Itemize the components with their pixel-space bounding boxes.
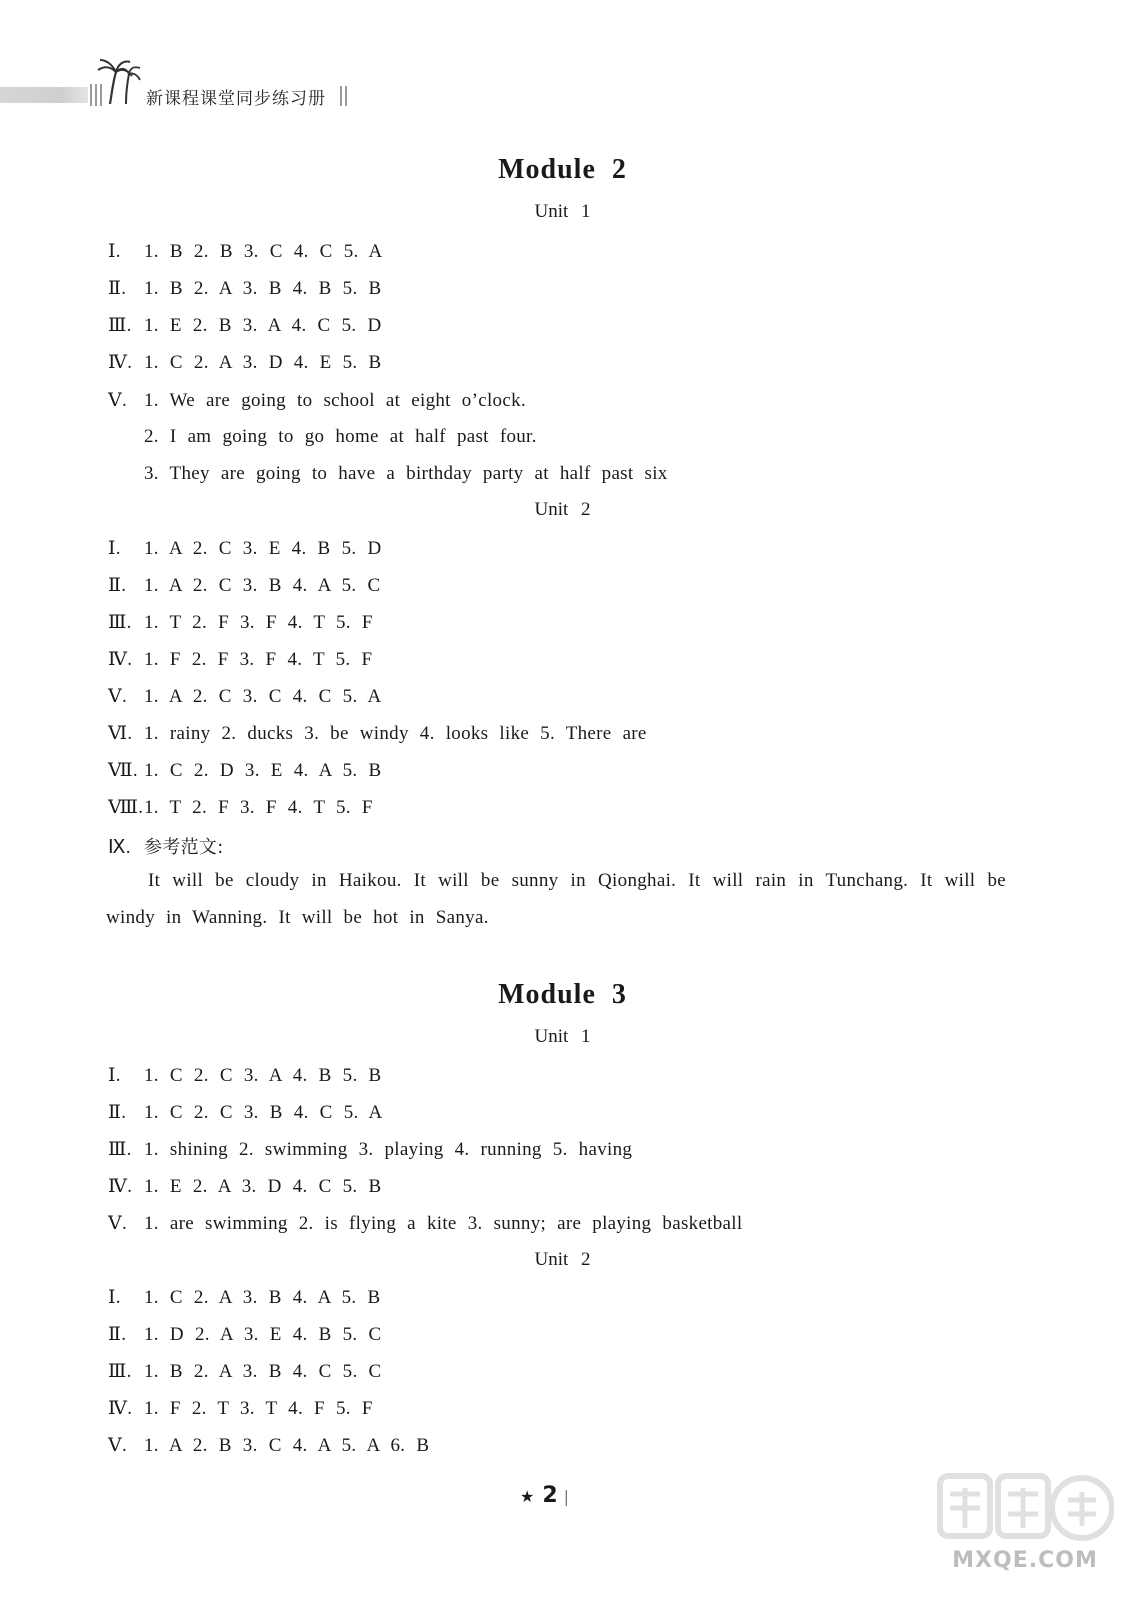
answer-line: Ⅷ.1. T 2. F 3. F 4. T 5. F [108,797,373,818]
answer-line: Ⅱ. 1. B 2. A 3. B 4. B 5. B [108,278,382,299]
answer-line: Ⅶ. 1. C 2. D 3. E 4. A 5. B [108,760,382,781]
answer-line: Ⅲ. 1. shining 2. swimming 3. playing 4. running 5. having [108,1139,633,1160]
sample-essay: It will be cloudy in Haikou. It will be sunny in Qionghai. It will rain in Tunchang. It will be windy in Wanning. It will be hot in Sanya. [106,870,1006,928]
answer-line: Ⅴ. 1. A 2. B 3. C 4. A 5. A 6. B [108,1435,430,1456]
header-end-divider [340,86,350,106]
module-2-title: Module 2 [498,154,627,185]
watermark-text: MXQE.COM [952,1548,1098,1573]
page-tick-mark: | [563,1487,570,1506]
answer-line: Ⅰ. 1. C 2. C 3. A 4. B 5. B [108,1065,382,1086]
answer-line: Ⅳ. 1. F 2. F 3. F 4. T 5. F [108,649,373,670]
module-3-unit-2-title: Unit 2 [534,1249,591,1270]
answer-line: Ⅱ. 1. C 2. C 3. B 4. C 5. A [108,1102,383,1123]
answer-line: Ⅰ. 1. A 2. C 3. E 4. B 5. D [108,538,382,559]
module-3-unit-1-title: Unit 1 [534,1026,591,1047]
answer-line: Ⅱ. 1. D 2. A 3. E 4. B 5. C [108,1324,382,1345]
module-2-unit-1-title: Unit 1 [534,201,591,222]
answer-line: Ⅰ. 1. B 2. B 3. C 4. C 5. A [108,241,383,262]
answer-line: Ⅱ. 1. A 2. C 3. B 4. A 5. C [108,575,381,596]
answer-line: Ⅳ. 1. F 2. T 3. T 4. F 5. F [108,1398,373,1419]
module-3-title: Module 3 [498,979,627,1010]
palm-tree-icon [96,56,142,106]
answer-line: Ⅸ. 参考范文: [108,837,224,858]
answer-line: 3. They are going to have a birthday party at half past six [144,463,668,484]
star-icon: ★ [520,1487,535,1506]
answer-line: Ⅲ. 1. T 2. F 3. F 4. T 5. F [108,612,373,633]
answer-line: Ⅳ. 1. C 2. A 3. D 4. E 5. B [108,352,382,373]
answer-line: Ⅰ. 1. C 2. A 3. B 4. A 5. B [108,1287,381,1308]
answer-line: Ⅴ. 1. We are going to school at eight o’clock. [108,390,526,411]
header-gray-bar [0,87,88,103]
answer-line: Ⅵ. 1. rainy 2. ducks 3. be windy 4. looks like 5. There are [108,723,647,744]
book-title: 新课程课堂同步练习册 [146,89,326,109]
answer-line: 2. I am going to go home at half past four. [144,426,537,447]
page-number: ★ 2 | [520,1483,570,1508]
answer-line: Ⅴ. 1. are swimming 2. is flying a kite 3. sunny; are playing basketball [108,1213,743,1234]
answer-line: Ⅳ. 1. E 2. A 3. D 4. C 5. B [108,1176,382,1197]
answer-line: Ⅲ. 1. E 2. B 3. A 4. C 5. D [108,315,382,336]
answer-line: Ⅲ. 1. B 2. A 3. B 4. C 5. C [108,1361,382,1382]
answer-line: Ⅴ. 1. A 2. C 3. C 4. C 5. A [108,686,382,707]
module-2-unit-2-title: Unit 2 [534,499,591,520]
